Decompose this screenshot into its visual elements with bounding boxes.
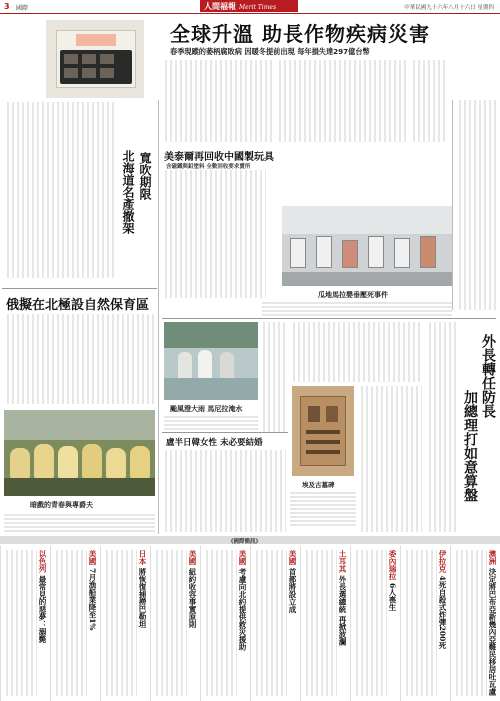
brief-headline bbox=[287, 550, 298, 700]
milk-headline-b: 北海道名產撤架 bbox=[121, 150, 135, 234]
hanger-body bbox=[162, 450, 286, 532]
brief-body bbox=[253, 550, 287, 696]
brief-body bbox=[353, 550, 387, 696]
brief-headline bbox=[237, 550, 248, 700]
brief-dateline: 美國 bbox=[288, 550, 297, 565]
brief-item bbox=[0, 546, 50, 701]
spending-headline-a: 外長轉任防長 bbox=[480, 334, 496, 418]
logo-cn: 人間福報 bbox=[204, 1, 236, 11]
lead-body-right bbox=[410, 60, 448, 142]
brief-body bbox=[453, 550, 487, 696]
brief-headline bbox=[337, 550, 348, 700]
brief-title: 將恢復捕撈巴勒坦 bbox=[138, 568, 147, 628]
divider-col-right bbox=[452, 100, 453, 310]
lead-body-left bbox=[162, 60, 272, 142]
brief-item bbox=[250, 546, 300, 701]
brief-headline bbox=[387, 550, 398, 700]
spending-headline-b: 加總理打如意算盤 bbox=[462, 390, 478, 502]
brief-body bbox=[203, 550, 237, 696]
far-right-body bbox=[456, 100, 496, 310]
center-right-body bbox=[290, 322, 422, 382]
briefs-banner-label: 《國際簡訊》 bbox=[228, 539, 262, 545]
brief-item bbox=[50, 546, 100, 701]
logo-en: Merit Times bbox=[239, 4, 277, 11]
page-number: 3 bbox=[4, 2, 10, 11]
milk-story-body bbox=[4, 102, 116, 278]
hanger-headline: 盧半日韓女性 未必要結婚 bbox=[166, 438, 263, 448]
brief-body bbox=[103, 550, 137, 696]
egypt-photo-note bbox=[290, 490, 356, 528]
brief-headline bbox=[87, 550, 98, 700]
brief-body bbox=[153, 550, 187, 696]
youth-photo-note bbox=[4, 512, 155, 532]
toy-subhead: 含磁鐵與鉛塗料 全數回收要求賣所 bbox=[166, 164, 251, 170]
brief-title: 4死自殺式炸彈200死 bbox=[438, 575, 447, 649]
brief-dateline: 伊拉克 bbox=[438, 550, 447, 573]
masthead bbox=[0, 0, 500, 14]
flood-side-text bbox=[260, 322, 286, 432]
lead-subhead: 春季現蹤的萎柄腐敗病 因暖冬提前出現 每年損失達297億台幣 bbox=[170, 47, 370, 56]
brief-dateline: 美國 bbox=[88, 550, 97, 565]
brief-dateline: 委內瑞拉 bbox=[388, 550, 397, 580]
section-label: 國際 bbox=[16, 5, 29, 12]
brief-body bbox=[303, 550, 337, 696]
egypt-tomb-photo bbox=[292, 386, 354, 476]
brief-dateline: 美國 bbox=[238, 550, 247, 565]
brief-item bbox=[300, 546, 350, 701]
brief-headline bbox=[37, 550, 48, 700]
swing-photo-caption: 瓜地馬拉嬰垂壓死事件 bbox=[318, 291, 388, 299]
brief-item bbox=[150, 546, 200, 701]
center-right-body-2 bbox=[358, 386, 422, 532]
flood-photo bbox=[164, 322, 258, 400]
childcare-headline: 俄擬在北極設自然保育區 bbox=[6, 298, 150, 313]
spending-body bbox=[426, 322, 456, 532]
brief-title: 首都將設立成 bbox=[288, 568, 297, 613]
brief-item bbox=[450, 546, 500, 701]
brief-body bbox=[53, 550, 87, 696]
brief-item bbox=[350, 546, 400, 701]
brief-dateline: 澳洲 bbox=[488, 550, 497, 565]
divider-mid-2 bbox=[162, 432, 288, 433]
briefs-section bbox=[0, 546, 500, 701]
divider-left-1 bbox=[2, 288, 157, 289]
milk-photo-caption bbox=[3, 20, 43, 98]
lead-headline: 全球升溫 助長作物疾病災害 bbox=[170, 22, 430, 46]
milk-headline-a: 寬吹期限 bbox=[138, 152, 152, 200]
brief-title: 6人喪生 bbox=[388, 583, 397, 611]
brief-dateline: 土耳其 bbox=[338, 550, 347, 573]
swing-photo-note bbox=[262, 300, 452, 316]
brief-title: 最常見的惡夢：溺斃 bbox=[38, 575, 47, 643]
brief-dateline: 美國 bbox=[188, 550, 197, 565]
flood-photo-caption: 颱風澄大雨 馬尼拉淹水 bbox=[170, 405, 243, 413]
flood-photo-note bbox=[164, 414, 258, 430]
newspaper-logo bbox=[200, 0, 298, 12]
brief-dateline: 以色列 bbox=[38, 550, 47, 573]
brief-item bbox=[100, 546, 150, 701]
youth-photo-caption: 暗戲的青春與專爵夫 bbox=[30, 501, 93, 509]
brief-title: 決定將巴布亞新幾內亞難民移居吐瓦盧 bbox=[488, 568, 497, 696]
masthead-rule bbox=[0, 13, 500, 14]
brief-item bbox=[200, 546, 250, 701]
brief-title: 考慮向北約提供救災援助 bbox=[238, 568, 247, 651]
brief-headline bbox=[137, 550, 148, 700]
brief-headline bbox=[487, 550, 498, 700]
brief-title: 紐約收容事實原則 bbox=[188, 568, 197, 628]
youth-group-photo bbox=[4, 410, 155, 496]
brief-headline bbox=[437, 550, 448, 700]
brief-title: 7月漁船業降至1% bbox=[88, 568, 97, 631]
swing-photo bbox=[282, 206, 452, 286]
toy-body bbox=[162, 170, 266, 298]
brief-item bbox=[400, 546, 450, 701]
childcare-body bbox=[4, 314, 154, 404]
brief-body bbox=[3, 550, 37, 696]
issue-date: 中華民國九十六年八月十六日 星期四 bbox=[404, 5, 494, 11]
milk-box-photo bbox=[46, 20, 144, 98]
egypt-photo-caption: 埃及古墓碑 bbox=[302, 481, 335, 489]
brief-dateline: 日本 bbox=[138, 550, 147, 565]
brief-headline bbox=[187, 550, 198, 700]
divider-col-1 bbox=[158, 100, 159, 534]
brief-body bbox=[403, 550, 437, 696]
toy-headline: 美泰爾再回收中國製玩具 bbox=[164, 152, 274, 163]
lead-body-mid bbox=[276, 60, 406, 142]
divider-mid-1 bbox=[162, 318, 496, 319]
brief-title: 外長選總統 再掀波瀾 bbox=[338, 575, 347, 646]
briefs-banner bbox=[0, 536, 500, 544]
